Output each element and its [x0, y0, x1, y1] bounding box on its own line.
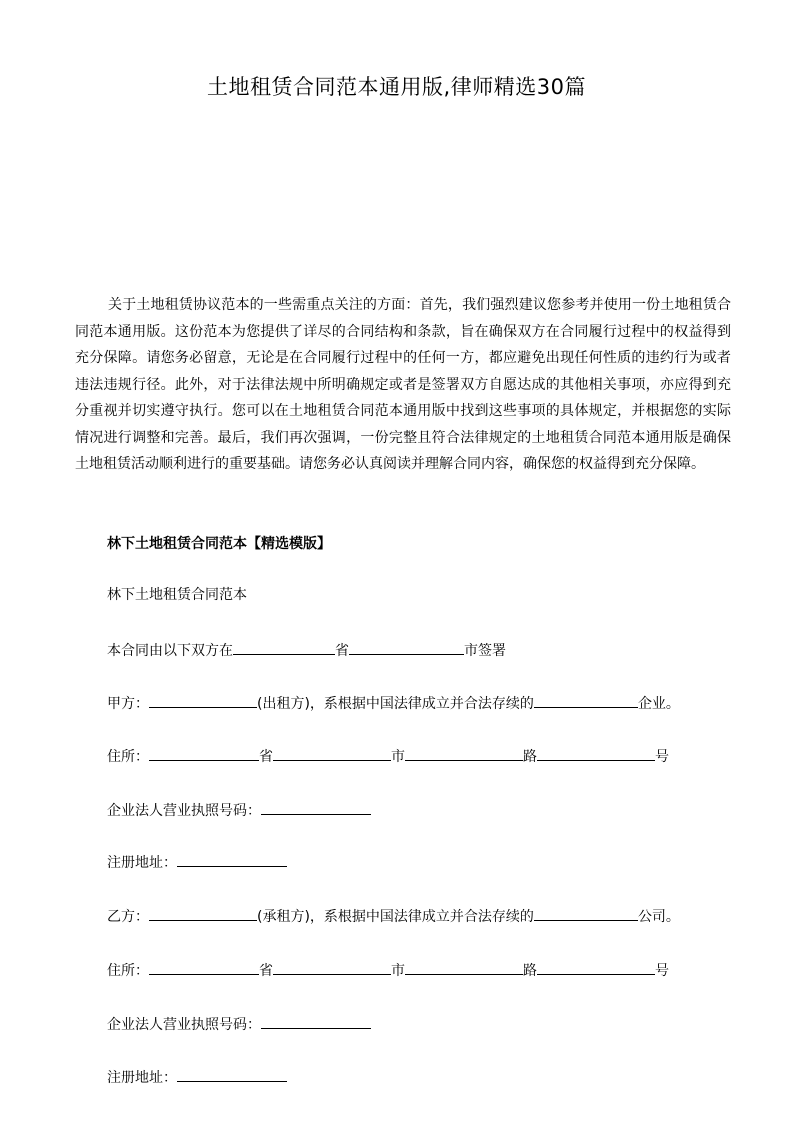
party-a-address-line [107, 746, 669, 767]
contract-subheading: 林下土地租赁合同范本 [107, 587, 247, 603]
address-b-city-blank [273, 960, 391, 975]
party-b-name-blank [149, 906, 257, 921]
party-b-line [107, 906, 680, 927]
address-b-road-blank [405, 960, 523, 975]
party-a-license-line [107, 800, 371, 821]
party-b-role: (承租方)，系根据中国法律成立并合法存续的 [257, 909, 534, 925]
party-b-registered-line [107, 1067, 287, 1088]
address-b-label: 住所： [107, 963, 149, 979]
license-a-blank [261, 800, 371, 815]
address-b-number: 号 [655, 963, 669, 979]
license-b-blank [261, 1014, 371, 1029]
address-b-province: 省 [259, 963, 273, 979]
province-blank [233, 640, 335, 655]
address-a-province: 省 [259, 749, 273, 765]
section-heading: 林下土地租赁合同范本【精选模版】 [107, 536, 331, 552]
address-b-city: 市 [391, 963, 405, 979]
address-a-road: 路 [523, 749, 537, 765]
address-a-city: 市 [391, 749, 405, 765]
address-a-number: 号 [655, 749, 669, 765]
party-a-label: 甲方： [107, 696, 149, 712]
party-a-role: (出租方)，系根据中国法律成立并合法存续的 [257, 696, 534, 712]
party-b-license-line [107, 1014, 371, 1035]
party-b-address-line [107, 960, 669, 981]
registered-a-blank [177, 852, 287, 867]
registered-a-label: 注册地址： [107, 855, 177, 871]
address-a-number-blank [537, 746, 655, 761]
license-b-label: 企业法人营业执照号码： [107, 1017, 261, 1033]
address-a-city-blank [273, 746, 391, 761]
address-a-province-blank [149, 746, 259, 761]
city-blank [349, 640, 464, 655]
signing-city-label: 市签署 [464, 643, 506, 659]
address-a-label: 住所： [107, 749, 149, 765]
address-b-number-blank [537, 960, 655, 975]
signing-prefix: 本合同由以下双方在 [107, 643, 233, 659]
party-a-name-blank [149, 693, 257, 708]
party-a-suffix: 企业。 [637, 696, 680, 712]
party-b-entity-blank [534, 906, 638, 921]
party-b-suffix: 公司。 [637, 909, 680, 925]
party-a-line [107, 693, 680, 714]
party-a-registered-line [107, 852, 287, 873]
signing-province-label: 省 [335, 643, 349, 659]
license-a-label: 企业法人营业执照号码： [107, 803, 261, 819]
registered-b-label: 注册地址： [107, 1070, 177, 1086]
party-b-label: 乙方： [107, 909, 149, 925]
address-a-road-blank [405, 746, 523, 761]
registered-b-blank [177, 1067, 287, 1082]
address-b-road: 路 [523, 963, 537, 979]
intro-paragraph: 关于土地租赁协议范本的一些需重点关注的方面：首先，我们强烈建议您参考并使用一份土地租赁合同范本通用版。这份范本为您提供了详尽的合同结构和条款，旨在确保双方在合同履行过程中的权益得到充分保障。请您务必留意，无论是在合同履行过程中的任何一方，都应避免出现任何性质的违约行为或者违法违规行径。此外，对于法律法规中所明确规定或者是签署双方自愿达成的其他相关事项，亦应得到充分重视并切实遵守执行。您可以在土地租赁合同范本通用版中找到这些事项的具体规定，并根据您的实际情况进行调整和完善。最后，我们再次强调，一份完整且符合法律规定的土地租赁合同范本通用版是确保土地租赁活动顺利进行的重要基础。请您务必认真阅读并理解合同内容，确保您的权益得到充分保障。 [75, 297, 731, 472]
page-title: 土地租赁合同范本通用版,律师精选30篇 [207, 75, 586, 99]
address-b-province-blank [149, 960, 259, 975]
party-a-entity-blank [534, 693, 638, 708]
signing-place-line [107, 640, 506, 661]
